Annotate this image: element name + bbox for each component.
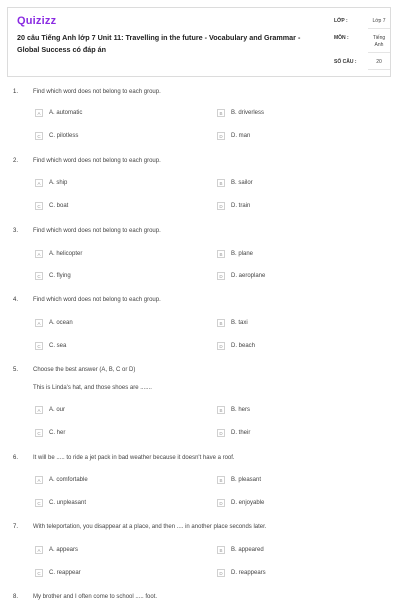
option-text: B. hers bbox=[231, 407, 251, 413]
option-letter-box: C bbox=[35, 202, 43, 210]
meta-row-subject bbox=[334, 33, 390, 57]
option-letter-box: B bbox=[217, 546, 225, 554]
worksheet-title: 20 câu Tiếng Anh lớp 7 Unit 11: Travelling in the future - Vocabulary and Grammar - Global Success có đáp án bbox=[17, 33, 301, 54]
option-text: C. reappear bbox=[49, 570, 81, 576]
option-letter-box: C bbox=[35, 569, 43, 577]
option-text: B. plane bbox=[231, 251, 254, 257]
option-text: A. ship bbox=[49, 180, 68, 186]
answer-option-d[interactable] bbox=[217, 132, 250, 140]
answer-option-c[interactable] bbox=[35, 569, 81, 577]
question-number: 4. bbox=[13, 297, 19, 303]
meta-label: LỚP : bbox=[334, 18, 348, 24]
question-text: My brother and I often come to school ..... foot. bbox=[33, 594, 158, 600]
option-letter-box: C bbox=[35, 342, 43, 350]
answer-option-a[interactable] bbox=[35, 319, 73, 327]
option-text: B. pleasant bbox=[231, 477, 262, 483]
option-letter-box: B bbox=[217, 179, 225, 187]
worksheet-header bbox=[7, 7, 391, 77]
answer-option-d[interactable] bbox=[217, 272, 265, 280]
meta-row-count bbox=[334, 57, 390, 73]
option-text: D. enjoyable bbox=[231, 500, 265, 506]
question-text: Choose the best answer (A, B, C or D) bbox=[33, 367, 136, 373]
answer-option-b[interactable] bbox=[217, 109, 264, 117]
question-number: 8. bbox=[13, 594, 19, 600]
option-letter-box: B bbox=[217, 319, 225, 327]
answer-option-b[interactable] bbox=[217, 476, 261, 484]
option-letter-box: D bbox=[217, 342, 225, 350]
option-text: A. our bbox=[49, 407, 66, 413]
option-text: D. train bbox=[231, 203, 251, 209]
option-text: D. aeroplane bbox=[231, 273, 266, 279]
option-letter-box: B bbox=[217, 109, 225, 117]
option-letter-box: A bbox=[35, 406, 43, 414]
option-text: C. pilotless bbox=[49, 133, 79, 139]
option-text: D. their bbox=[231, 430, 251, 436]
option-letter-box: A bbox=[35, 319, 43, 327]
option-text: B. taxi bbox=[231, 320, 248, 326]
option-letter-box: D bbox=[217, 499, 225, 507]
option-text: C. unpleasant bbox=[49, 500, 87, 506]
question-text: It will be ..... to ride a jet pack in bad weather because it doesn't have a roof. bbox=[33, 455, 235, 461]
question-number: 2. bbox=[13, 158, 19, 164]
option-text: D. man bbox=[231, 133, 251, 139]
option-letter-box: D bbox=[217, 429, 225, 437]
option-text: A. ocean bbox=[49, 320, 73, 326]
answer-option-b[interactable] bbox=[217, 406, 250, 414]
option-letter-box: D bbox=[217, 272, 225, 280]
answer-option-b[interactable] bbox=[217, 179, 253, 187]
option-text: B. driverless bbox=[231, 110, 265, 116]
option-text: C. sea bbox=[49, 343, 67, 349]
option-letter-box: A bbox=[35, 476, 43, 484]
option-letter-box: D bbox=[217, 202, 225, 210]
option-text: A. comfortable bbox=[49, 477, 88, 483]
option-letter-box: A bbox=[35, 250, 43, 258]
meta-value: 20 bbox=[368, 57, 390, 70]
question-number: 7. bbox=[13, 524, 19, 530]
answer-option-a[interactable] bbox=[35, 476, 88, 484]
option-text: A. helicopter bbox=[49, 251, 83, 257]
option-text: A. appears bbox=[49, 547, 79, 553]
answer-option-b[interactable] bbox=[217, 319, 248, 327]
meta-value: Tiếng Anh bbox=[368, 33, 390, 53]
meta-label: MÔN : bbox=[334, 35, 349, 41]
answer-option-c[interactable] bbox=[35, 202, 68, 210]
answer-option-c[interactable] bbox=[35, 342, 66, 350]
option-text: B. sailor bbox=[231, 180, 253, 186]
option-text: C. boat bbox=[49, 203, 69, 209]
answer-option-a[interactable] bbox=[35, 406, 65, 414]
option-letter-box: C bbox=[35, 499, 43, 507]
option-text: B. appeared bbox=[231, 547, 264, 553]
question-text: Find which word does not belong to each group. bbox=[33, 89, 161, 95]
answer-option-d[interactable] bbox=[217, 569, 266, 577]
answer-option-a[interactable] bbox=[35, 109, 82, 117]
question-text: Find which word does not belong to each group. bbox=[33, 158, 161, 164]
answer-option-b[interactable] bbox=[217, 546, 264, 554]
question-prompt: This is Linda's hat, and those shoes are ....... bbox=[33, 385, 152, 391]
answer-option-d[interactable] bbox=[217, 342, 255, 350]
answer-option-d[interactable] bbox=[217, 499, 264, 507]
answer-option-a[interactable] bbox=[35, 250, 82, 258]
answer-option-c[interactable] bbox=[35, 429, 65, 437]
option-letter-box: D bbox=[217, 569, 225, 577]
meta-row-class bbox=[334, 16, 390, 33]
option-text: C. flying bbox=[49, 273, 71, 279]
question-text: Find which word does not belong to each group. bbox=[33, 228, 161, 234]
answer-option-c[interactable] bbox=[35, 132, 78, 140]
answer-option-c[interactable] bbox=[35, 272, 71, 280]
option-letter-box: A bbox=[35, 179, 43, 187]
option-letter-box: B bbox=[217, 476, 225, 484]
question-number: 1. bbox=[13, 89, 19, 95]
answer-option-d[interactable] bbox=[217, 202, 250, 210]
question-number: 3. bbox=[13, 228, 19, 234]
meta-label: SỐ CÂU : bbox=[334, 59, 357, 65]
answer-option-b[interactable] bbox=[217, 250, 253, 258]
answer-option-a[interactable] bbox=[35, 546, 78, 554]
worksheet-meta bbox=[334, 16, 390, 73]
option-letter-box: C bbox=[35, 429, 43, 437]
option-letter-box: A bbox=[35, 546, 43, 554]
option-letter-box: A bbox=[35, 109, 43, 117]
option-text: C. her bbox=[49, 430, 66, 436]
answer-option-c[interactable] bbox=[35, 499, 86, 507]
meta-value: Lớp 7 bbox=[368, 16, 390, 29]
option-text: A. automatic bbox=[49, 110, 83, 116]
quizizz-logo: Quizizz bbox=[17, 15, 57, 27]
option-letter-box: C bbox=[35, 132, 43, 140]
option-letter-box: D bbox=[217, 132, 225, 140]
answer-option-d[interactable] bbox=[217, 429, 250, 437]
option-text: D. beach bbox=[231, 343, 256, 349]
question-text: With teleportation, you disappear at a place, and then .... in another place seconds later. bbox=[33, 524, 267, 530]
answer-option-a[interactable] bbox=[35, 179, 67, 187]
option-text: D. reappears bbox=[231, 570, 266, 576]
option-letter-box: C bbox=[35, 272, 43, 280]
option-letter-box: B bbox=[217, 406, 225, 414]
question-text: Find which word does not belong to each group. bbox=[33, 297, 161, 303]
question-number: 5. bbox=[13, 367, 19, 373]
option-letter-box: B bbox=[217, 250, 225, 258]
question-number: 6. bbox=[13, 455, 19, 461]
